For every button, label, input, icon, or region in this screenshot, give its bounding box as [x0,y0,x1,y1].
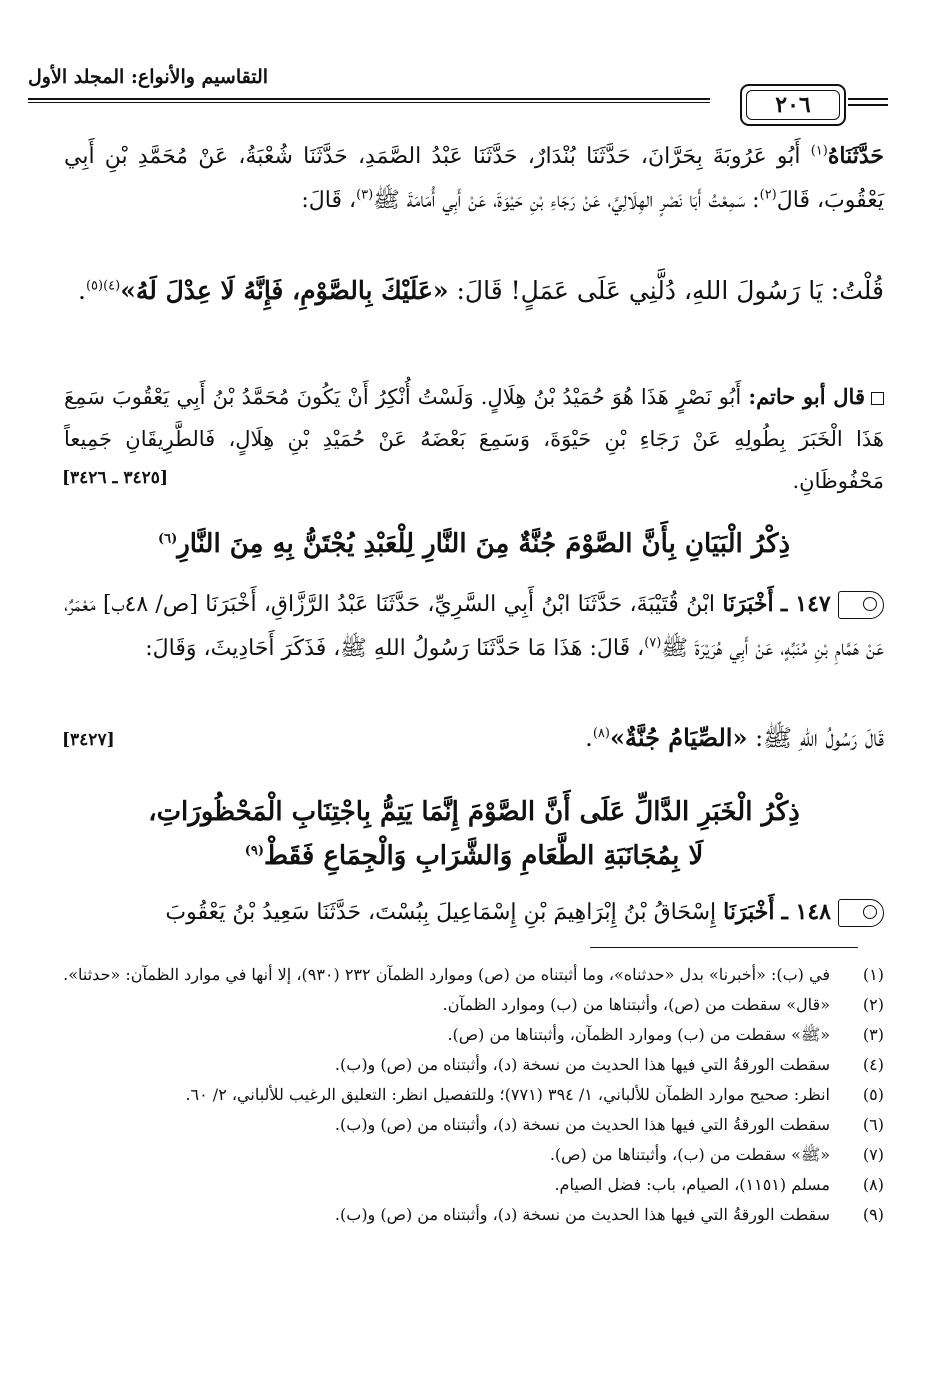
matn-quote: «عَلَيْكَ بِالصَّوْمِ، فَإِنَّهُ لَا عِدْلَ لَهُ» [120,276,449,305]
footnote [62,1020,884,1050]
square-marker-icon [871,392,884,405]
heading-2-line-2: لَا بِمُجَانَبَةِ الطَّعَامِ وَالشَّرَابِ وَالْجِمَاعِ فَقَطْ [264,841,704,871]
isnad-lead: حَدَّثَنَاهُ [827,143,884,169]
footnote-number: (٥) [862,1085,884,1104]
footnote-ref-8: (٨) [592,726,610,741]
footnote-number: (٨) [862,1175,884,1194]
hadith-147-text-b: ، قَالَ: هَذَا مَا حَدَّثَنَا رَسُولُ اللهِ ﷺ، فَذَكَرَ أَحَادِيثَ، وَقَالَ: [145,636,645,661]
isnad-text-b: : سَمِعْتُ أَبَا نَصْرٍ الهِلَالِيَّ، عَنْ رَجَاءِ بْنِ حَيْوَةَ، عَنْ أَبِي أُمَامَةَ ﷺ [373,188,760,213]
footnote-text: انظر: صحيح موارد الظمآن للألباني، ١/ ٣٩٤ (٧٧١)؛ وللتفصيل انظر: التعليق الرغيب للألباني، ٢/ ٦٠. [185,1085,830,1104]
page-number: ٢٠٦ [746,90,840,120]
footnote [62,1200,884,1230]
footnote-refs-4-5: (٤)(٥) [85,278,121,294]
footnote-ref-6: (٦) [157,531,178,547]
footnote-ref-7: (٧) [644,635,662,651]
isnad-paragraph [64,134,884,223]
header-rule-right [848,98,888,100]
chapter-heading-1 [64,522,884,566]
heading-2-line-1: ذِكْرُ الْخَبَرِ الدَّالِّ عَلَى أَنَّ الصَّوْمَ إِنَّمَا يَتِمُّ بِاجْتِنَابِ الْمَحْظُورَاتِ، [148,797,800,827]
footnotes [62,960,884,1230]
hadith-147 [64,582,884,671]
hadith-marker-icon [838,591,884,619]
heading-1-text: ذِكْرُ الْبَيَانِ بِأَنَّ الصَّوْمَ جُنَّةٌ مِنَ النَّارِ لِلْعَبْدِ يُجْتَنُّ بِهِ مِنَ النَّارِ [177,529,791,559]
footnote-ref-2: (٢) [759,187,777,203]
footnote-ref-9: (٩) [244,843,264,859]
footnote-text: مسلم (١١٥١)، الصيام، باب: فضل الصيام. [554,1175,830,1194]
header-rule-right-2 [848,104,888,106]
footnote-ref-1: (١) [810,143,828,159]
hadith-lead: أَخْبَرَنَا [722,591,774,617]
footnote-text: «قال» سقطت من (ص)، وأثبتناها من (ب) وموارد الظمآن. [442,995,830,1014]
chapter-heading-2 [64,790,884,878]
page-header [28,58,888,120]
matn-2 [64,716,884,760]
matn-2-text: قَالَ رَسُولُ اللهِ ﷺ: [747,724,884,752]
header-rule-left-2 [28,102,710,103]
hadith-number: ١٤٧ ـ [780,591,831,617]
matn-2-end: . [585,724,593,752]
hadith-number: ١٤٨ ـ [781,899,831,925]
footnote-number: (٩) [862,1205,884,1224]
footnote [62,990,884,1020]
isnad-text-a: أَبُو عَرُوبَةَ بِحَرَّانَ، حَدَّثَنَا بُنْدَارٌ، حَدَّثَنَا عَبْدُ الصَّمَدِ، حَدَّثَنَا شُعْبَةُ، عَنْ مُحَمَّدِ بْنِ أَبِي يَعْقُوبَ، قَالَ [64,144,884,213]
footnote-text: «ﷺ» سقطت من (ب) وموارد الظمآن، وأثبتناها من (ص). [447,1025,830,1044]
footnote [62,1140,884,1170]
running-title: التقاسيم والأنواع: المجلد الأول [28,66,269,88]
footnote-number: (٢) [862,995,884,1014]
hadith-lead: أَخْبَرَنَا [723,899,775,925]
hadith-ref-3425: [٣٤٢٥ ـ ٣٤٢٦] [62,468,168,488]
footnote [62,1050,884,1080]
footnote-number: (٧) [862,1145,884,1164]
hadith-148-text: إِسْحَاقُ بْنُ إِبْرَاهِيمَ بْنِ إِسْمَاعِيلَ بِبُسْتَ، حَدَّثَنَا سَعِيدُ بْنُ يَعْقُوبَ [165,900,724,925]
isnad-text-c: ، قَالَ: [301,188,357,213]
footnote-divider [590,947,858,948]
matn-text: قُلْتُ: يَا رَسُولَ اللهِ، دُلَّنِي عَلَى عَمَلٍ! قَالَ: [448,276,884,305]
footnote-text: سقطت الورقةُ التي فيها هذا الحديث من نسخة (د)، وأثبتناه من (ص) و(ب). [334,1055,830,1074]
comment-text: أَبُو نَصْرٍ هَذَا هُوَ حُمَيْدُ بْنُ هِلَالٍ. وَلَسْتُ أُنْكِرُ أَنْ يَكُونَ مُحَمَّدُ بْنُ أَبِي يَعْقُوبَ سَمِعَ هَذَا الْخَبَرَ بِطُولِهِ عَنْ رَجَاءِ بْنِ حَيْوَةَ، وَسَمِعَ بَعْضَهُ عَنْ حُمَيْدِ بْنِ هِلَالٍ، فَالطَّرِيقَانِ جَمِيعاً مَحْفُوظَانِ. [64,385,884,493]
hadith-148 [64,890,884,935]
footnote-text: في (ب): «أخبرنا» بدل «حدثناه»، وما أثبتناه من (ص) وموارد الظمآن ٢٣٢ (٩٣٠)، إلا أنها في موارد الظمآن: «حدثنا». [63,965,830,984]
matn-paragraph [64,268,884,314]
footnote-text: سقطت الورقةُ التي فيها هذا الحديث من نسخة (د)، وأثبتناه من (ص) و(ب). [334,1205,830,1224]
footnote [62,1170,884,1200]
footnote [62,1080,884,1110]
matn-end: . [78,276,86,305]
footnote-number: (٣) [862,1025,884,1044]
abu-hatim-comment [64,376,884,502]
header-rule-left [28,98,710,100]
heading-2-line-2-wrap [64,834,884,878]
footnote-number: (١) [862,965,884,984]
footnote [62,960,884,990]
hadith-marker-icon [838,899,884,927]
footnote-ref-3: (٣) [356,187,374,203]
hadith-ref-3427: [٣٤٢٧] [62,730,115,750]
footnote-number: (٦) [862,1115,884,1134]
footnote-number: (٤) [862,1055,884,1074]
comment-lead: قال أبو حاتم: [748,384,865,409]
footnote-text: سقطت الورقةُ التي فيها هذا الحديث من نسخة (د)، وأثبتناه من (ص) و(ب). [334,1115,830,1134]
footnote-text: «ﷺ» سقطت من (ب)، وأثبتناها من (ص). [549,1145,830,1164]
matn-2-quote: «الصِّيَامُ جُنَّةٌ» [609,723,748,752]
footnote [62,1110,884,1140]
hadith-147-text-a: ابْنُ قُتَيْبَةَ، حَدَّثَنَا ابْنُ أَبِي السَّرِيِّ، حَدَّثَنَا عَبْدُ الرَّزَّاقِ، أَخْبَرَنَا [ص/ ٤٨ب] مَعْمَرٌ، عَنْ هَمَّامِ بْنِ مُنَبِّهٍ، عَنْ أَبِي هُرَيْرَةَ ﷺ [64,592,884,661]
page-number-box [740,84,846,126]
